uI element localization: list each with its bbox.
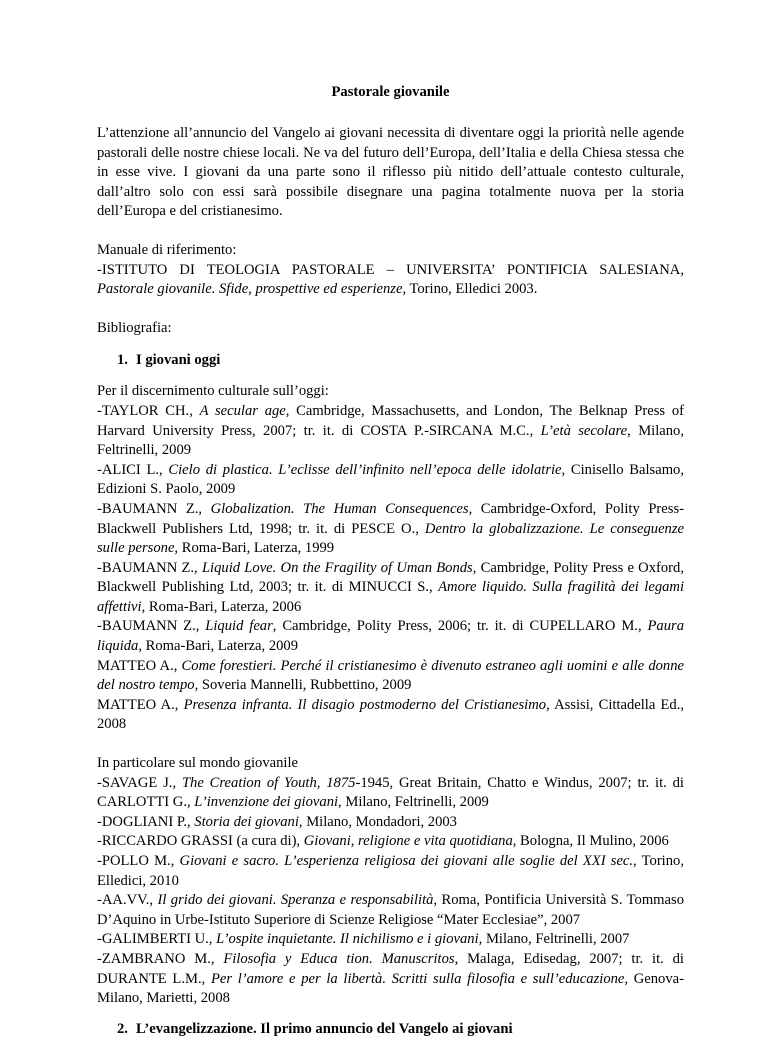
bibliography-entry — [97, 657, 684, 696]
entry-title: L’invenzione dei giovani — [194, 794, 339, 811]
entry-text: -AA.VV., — [97, 892, 158, 909]
bibliography-entry — [97, 461, 684, 500]
entry-title: Globalization. The Human Consequences — [210, 500, 469, 517]
entry-text: , Cambridge-Oxford, Polity Press-Blackwell Publishers Ltd, 1998; tr. it. di PESCE O., — [97, 500, 684, 537]
manual-author: -ISTITUTO DI TEOLOGIA PASTORALE – UNIVERSITA’ PONTIFICIA SALESIANA, — [97, 261, 684, 278]
entry-text: , Cambridge, Massachusetts, and London, The Belknap Press of Harvard University Press, 2007; tr. it. di COSTA P.-SIRCANA M.C., — [97, 402, 684, 439]
section-number-1: 1. — [117, 352, 128, 369]
entry-text: -BAUMANN Z., — [97, 618, 206, 635]
entry-text: -DOGLIANI P., — [97, 813, 195, 830]
youth-reference-list — [97, 774, 684, 1009]
entry-text: , Milano, Feltrinelli, 2009 — [338, 794, 489, 811]
entry-text: -POLLO M., — [97, 853, 180, 869]
entry-text: , Cinisello Balsamo, Edizioni S. Paolo, 2009 — [97, 461, 684, 498]
entry-text: , Malaga, Edisedag, 2007; tr. it. di DURANTE L.M., — [97, 950, 684, 987]
entry-text: -ALICI L., — [97, 461, 169, 478]
bibliography-entry — [97, 774, 684, 813]
section-heading-1 — [97, 350, 684, 370]
entry-text: MATTEO A., — [97, 696, 184, 713]
entry-title: Filosofia y Educa tion. Manuscritos — [223, 950, 455, 967]
culture-reference-list — [97, 402, 684, 735]
entry-title: L’ospite inquietante. Il nichilismo e i giovani — [216, 931, 479, 948]
entry-text: -1945, Great Britain, Chatto e Windus, 2007; tr. it. di CARLOTTI G., — [97, 774, 684, 811]
bibliography-entry — [97, 402, 684, 461]
entry-title: Giovani e sacro. L’esperienza religiosa dei giovani alle soglie del XXI sec. — [179, 853, 634, 869]
bibliography-entry — [97, 832, 684, 852]
entry-text: , Bologna, Il Mulino, 2006 — [512, 833, 669, 850]
entry-text: -BAUMANN Z., — [97, 559, 202, 576]
entry-title: Liquid Love. On the Fragility of Uman Bonds — [201, 559, 473, 576]
entry-text: , Soveria Mannelli, Rubbettino, 2009 — [194, 677, 412, 694]
entry-text: , Torino, Elledici, 2010 — [97, 853, 684, 889]
culture-label: Per il discernimento culturale sull’oggi: — [97, 383, 329, 400]
entry-text: , Roma-Bari, Laterza, 2006 — [141, 598, 302, 615]
entry-text: , Genova-Milano, Marietti, 2008 — [97, 970, 684, 1007]
entry-title: A secular age — [199, 402, 286, 419]
entry-text: , Roma, Pontificia Università S. Tommaso D’Aquino in Urbe-Istituto Superiore di Scienze Religiose “Mater Ecclesiae”, 2007 — [97, 892, 684, 928]
entry-text: , Cambridge, Polity Press, 2006; tr. it. di CUPELLARO M., — [272, 618, 648, 635]
entry-text: -ZAMBRANO M., — [97, 950, 224, 967]
section-title-1: I giovani oggi — [136, 352, 221, 369]
bibliography-entry — [97, 617, 684, 656]
manual-label: Manuale di riferimento: — [97, 241, 237, 258]
entry-text: -TAYLOR CH., — [97, 402, 200, 419]
entry-title: Giovani, religione e vita quotidiana — [303, 833, 513, 850]
entry-text: -GALIMBERTI U., — [97, 931, 217, 948]
entry-title: L’età secolare — [540, 422, 628, 439]
bibliography-entry — [97, 930, 684, 950]
entry-text: , Milano, Mondadori, 2003 — [298, 813, 457, 830]
entry-title: Amore liquido. Sulla fragilità dei legami affettivi — [97, 579, 685, 615]
entry-text: , Cambridge, Polity Press e Oxford, Blackwell Publishing Ltd, 2003; tr. it. di MINUCCI S., — [97, 559, 684, 596]
manual-publisher: , Torino, Elledici 2003. — [402, 281, 538, 298]
manual-reference — [97, 261, 684, 300]
entry-title: Liquid fear — [205, 618, 273, 635]
entry-text: , Assisi, Cittadella Ed., 2008 — [97, 696, 684, 733]
entry-text: Roma-Bari, Laterza, 2009 — [142, 638, 299, 655]
entry-title: Il grido dei giovani. Speranza e responsabilità — [157, 892, 434, 909]
bibliography-entry — [97, 500, 684, 559]
bibliography-entry — [97, 813, 684, 833]
document-title: Pastorale giovanile — [331, 84, 450, 100]
entry-text: , Milano, Feltrinelli, 2007 — [478, 931, 630, 948]
section-heading-2 — [97, 1019, 684, 1039]
entry-title: The Creation of Youth, 1875 — [181, 774, 356, 791]
youth-label: In particolare sul mondo giovanile — [97, 755, 299, 772]
entry-title: Presenza infranta. Il disagio postmoderno del Cristianesimo — [183, 696, 547, 713]
entry-text: -BAUMANN Z., — [97, 500, 211, 517]
entry-title: Come forestieri. Perché il cristianesimo è divenuto estraneo agli uomini e alle donne del nostro tempo — [97, 657, 684, 694]
entry-title: Per l’amore e per la libertà. Scritti sulla filosofia e sull’educazione — [210, 970, 625, 987]
bibliography-entry — [97, 891, 684, 930]
entry-text: -SAVAGE J., — [97, 774, 182, 791]
section-title-2: L’evangelizzazione. Il primo annuncio del Vangelo ai giovani — [136, 1020, 513, 1037]
bibliography-entry — [97, 852, 684, 891]
bibliography-entry — [97, 559, 684, 618]
manual-work: Pastorale giovanile. Sfide, prospettive ed esperienze — [97, 281, 403, 298]
bibliography-entry — [97, 950, 684, 1009]
entry-title: Cielo di plastica. L’eclisse dell’infinito nell’epoca delle idolatrie — [168, 461, 562, 478]
entry-title: Paura liquida, — [97, 618, 684, 655]
entry-text: , Roma-Bari, Laterza, 1999 — [174, 540, 335, 557]
entry-title: Storia dei giovani — [194, 813, 299, 830]
entry-title: Dentro la globalizzazione. Le conseguenze sulle persone — [97, 520, 685, 557]
entry-text: MATTEO A., — [97, 657, 182, 674]
bibliography-label: Bibliografia: — [97, 319, 172, 336]
entry-text: -RICCARDO GRASSI (a cura di), — [97, 833, 304, 850]
entry-text: , Milano, Feltrinelli, 2009 — [97, 422, 684, 459]
bibliography-entry — [97, 696, 684, 735]
section-number-2: 2. — [117, 1020, 128, 1037]
intro-paragraph: L’attenzione all’annuncio del Vangelo ai giovani necessita di diventare oggi la priorità nelle agende pastorali delle nostre chiese locali. Ne va del futuro dell’Europa, dell’Italia e della Chiesa stessa che in esse vive. I giovani da una parte sono il riflesso più nitido dell’attuale contesto culturale, dall’altro solo con essi sarà possibile disegnare una pagina totalmente nuova per la storia dell’Europa e del cristianesimo. — [97, 125, 684, 220]
